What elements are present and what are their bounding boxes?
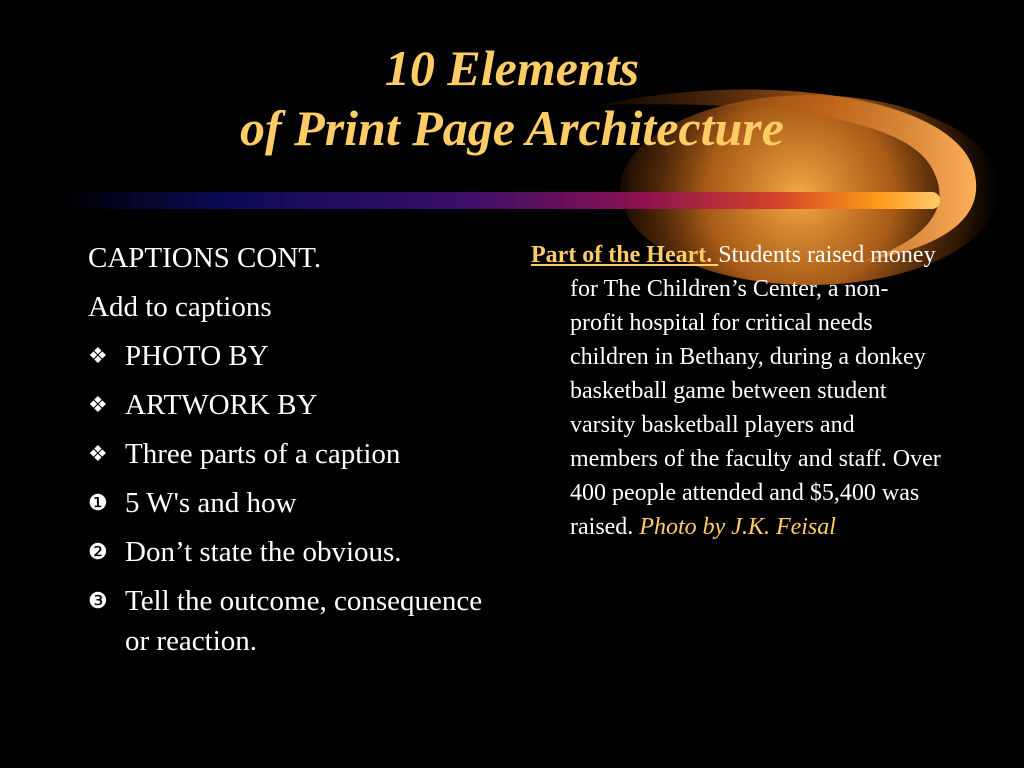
title-line-2: of Print Page Architecture [240,100,784,156]
diamond-bullet-icon: ❖ [88,392,108,417]
number-two-bullet-icon: ❷ [88,539,108,564]
list-item-text: PHOTO BY [125,340,269,372]
list-item [88,532,508,581]
list-item [88,434,508,483]
right-column [531,238,941,544]
list-item [88,336,508,385]
number-one-bullet-icon: ❶ [88,490,108,515]
number-three-bullet-icon: ❸ [88,588,108,613]
list-item [88,385,508,434]
left-column [88,238,508,661]
list-item-text: Three parts of a caption [125,438,401,470]
caption-body: Students raised money for The Children’s Center, a non-profit hospital for critical needs children in Bethany, during a donkey basketball game between student varsity basketball players and members of the faculty and staff. Over 400 people attended and $5,400 was raised. [570,242,941,540]
list-item-text: ARTWORK BY [125,389,318,421]
list-item [88,483,508,532]
list-item [88,581,508,661]
captions-heading: CAPTIONS CONT. [88,242,322,274]
diamond-bullet-icon: ❖ [88,343,108,368]
caption-paragraph [531,238,941,544]
list-item-text: Don’t state the obvious. [125,536,402,568]
caption-lead: Part of the Heart. [531,242,719,268]
title-line-1: 10 Elements [384,40,640,96]
captions-subheading: Add to captions [88,291,272,323]
gradient-bar [60,192,940,209]
diamond-bullet-icon: ❖ [88,441,108,466]
slide-title [0,38,1024,158]
caption-credit: Photo by J.K. Feisal [639,514,836,540]
list-item-text: Tell the outcome, consequence or reaction. [125,585,483,657]
list-item-text: 5 W's and how [125,487,297,519]
